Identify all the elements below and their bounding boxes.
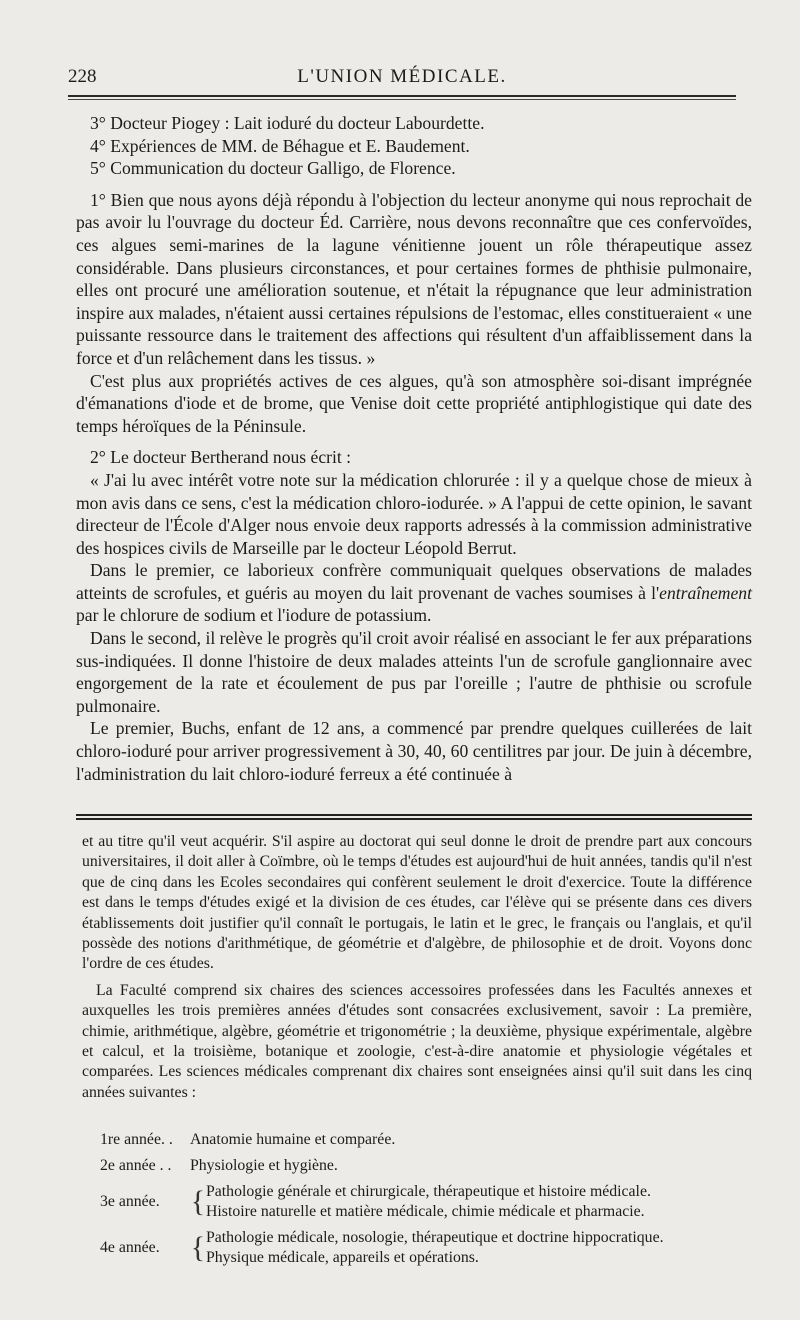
course-text: Physique médicale, appareils et opérations. [206,1249,479,1266]
year-label: 2e année . . [100,1157,172,1174]
header-rule-thin [68,99,736,100]
footnote-rule [76,814,752,816]
curriculum-table [100,1130,740,1274]
footnote-paragraph: et au titre qu'il veut acquérir. S'il aspire au doctorat qui seul donne le droit de prendre part aux concours universitaires, il doit aller à Coïmbre, où le temps d'études est aujourd'hui de huit années, tandis qu'il n'est que de cinq dans les Ecoles secondaires qui confèrent seulement le droit d'exercice. Toute la différence est dans le temps d'études exigé et la division de ces études, car l'élève qui se présente dans ces divers établissements doit justifier qu'il connaît le portugais, le latin et le grec, le français ou l'anglais, et qu'il possède des notions d'arithmétique, de géométrie et d'algèbre, de philosophie et de droit. Voyons donc l'ordre de ces études. [82,833,752,973]
brace-glyph: { [190,1185,206,1218]
curriculum-row [100,1156,740,1176]
page-number: 228 [68,66,97,87]
paragraph [76,559,752,627]
year-label: 3e année. [100,1193,160,1210]
course-text: Histoire naturelle et matière médicale, chimie médicale et pharmacie. [206,1203,645,1220]
list-item: 4° Expériences de MM. de Béhague et E. Baudement. [90,135,470,156]
list-item: 3° Docteur Piogey : Lait ioduré du docteur Labourdette. [90,113,485,133]
course-text: Physiologie et hygiène. [190,1157,338,1174]
curriculum-row [100,1130,740,1150]
main-text [76,112,752,785]
header-rule [68,95,736,97]
footnote-paragraph: La Faculté comprend six chaires des sciences accessoires professées dans les Facultés annexes et auxquelles les trois premières années d'études sont consacrées exclusivement, savoir : La première, chimie, arithmétique, algèbre, géométrie et trigonométrie ; la deuxième, physique expérimentale, algèbre et calcul, et la troisième, botanique et zoologie, c'est-à-dire anatomie et physiologie végétales et comparées. Les sciences médicales comprenant dix chaires sont enseignées ainsi qu'il suit dans les cinq années suivantes : [82,981,752,1101]
italic-term: entraînement [659,582,752,603]
paragraph: Le premier, Buchs, enfant de 12 ans, a commencé par prendre quelques cuillerées de lait chloro-ioduré pour arriver progressivement à 30, 40, 60 centilitres par jour. De juin à décembre, l'administration du lait chloro-ioduré ferreux a été continuée à [76,718,752,784]
footnote-text [82,832,752,1103]
footnote-rule-double [76,818,752,820]
text-run: Dans le premier, ce laborieux confrère communiquait quelques observations de malades atteints de scrofules, et guéris au moyen du lait provenant de vaches soumises à l' [76,560,752,603]
paragraph: « J'ai lu avec intérêt votre note sur la médication chlorurée : il y a quelque chose de mieux à mon avis dans ce sens, c'est la médication chloro-iodurée. » A l'appui de cette opinion, le savant directeur de l'École d'Alger nous envoie deux rapports adressés à la commission administrative des hospices civils de Marseille par le docteur Léopold Berrut. [76,469,752,558]
curriculum-row [100,1182,740,1222]
paragraph: 1° Bien que nous ayons déjà répondu à l'objection du lecteur anonyme qui nous reprochait de pas avoir lu l'ouvrage du docteur Éd. Carrière, nous devons reconnaître que ces confervoïdes, ces algues semi-marines de la lagune vénitienne jouent un rôle thérapeutique assez considérable. Dans plusieurs circonstances, et pour certaines formes de phthisie pulmonaire, elles ont procuré une amélioration soutenue, et n'était la répugnance que leur administration inspire aux malades, n'étaient aussi certaines répulsions de l'estomac, elles constitueraient « une puissante ressource dans le traitement des affections qui résultent d'un affaiblissement dans la force et d'un relâchement dans les tissus. » [76,189,752,368]
running-head: L'UNION MÉDICALE. [297,66,507,87]
year-label: 1re année. . [100,1131,173,1148]
course-text: Pathologie générale et chirurgicale, thérapeutique et histoire médicale. [206,1183,651,1200]
course-text: Anatomie humaine et comparée. [190,1131,396,1148]
course-text: Pathologie médicale, nosologie, thérapeutique et doctrine hippocratique. [206,1229,664,1246]
page-header [68,66,736,90]
course-list [206,1228,740,1268]
paragraph: 2° Le docteur Bertherand nous écrit : [90,447,352,468]
year-label: 4e année. [100,1239,160,1256]
paragraph: Dans le second, il relève le progrès qu'il croit avoir réalisé en associant le fer aux préparations sus-indiquées. Il donne l'histoire de deux malades atteints l'un de scrofule ganglionnaire avec engorgement de la rate et écoulement de pus par l'oreille ; l'autre de phthisie ou scrofule pulmonaire. [76,628,752,716]
curriculum-row [100,1228,740,1268]
paragraph: C'est plus aux propriétés actives de ces algues, qu'à son atmosphère soi-disant imprégnée d'émanations d'iode et de brome, que Venise doit cette propriété antiphlogistique qui date des temps héroïques de la Péninsule. [76,370,752,436]
course-list [206,1182,740,1222]
brace-glyph: { [190,1231,206,1264]
text-run: par le chlorure de sodium et l'iodure de potassium. [76,605,432,626]
list-item: 5° Communication du docteur Galligo, de Florence. [90,158,456,179]
